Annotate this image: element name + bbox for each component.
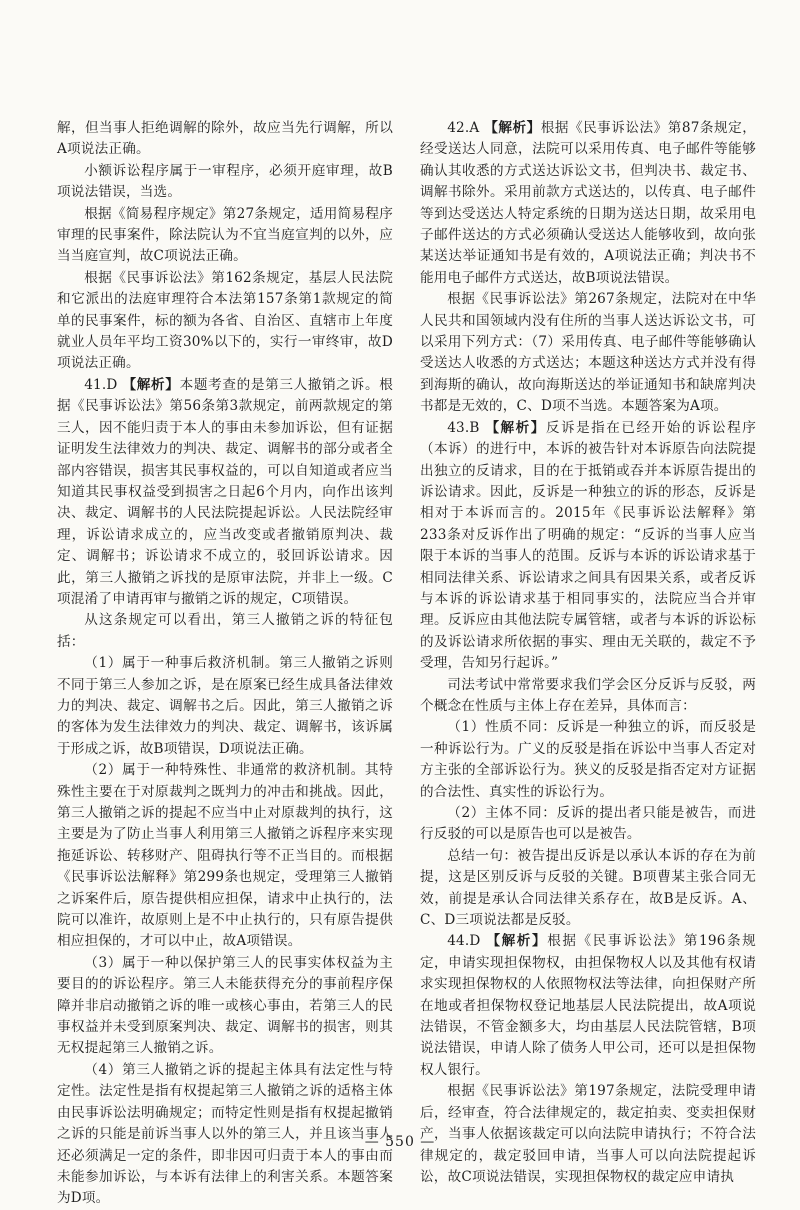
analysis-tag: 【解析】 <box>485 419 546 436</box>
paragraph-text: （4）第三人撤销之诉的提起主体具有法定性与特定性。法定性是指有权提起第三人撤销之诉的适格主体由民事诉讼法明确规定；而特定性则是指有权提起撤销之诉的只能是前诉当事人以外的第三人，并且该当事人还必须满足一定的条件，即非因可归责于本人的事由而未能参加诉讼，与本诉有法律上的利害关系。本题答案为D项。 <box>57 1061 393 1207</box>
paragraph <box>57 268 393 375</box>
paragraph-text: 根据《民事诉讼法》第196条规定，申请实现担保物权，由担保物权人以及其他有权请求实现担保物权的人依照物权法等法律，向担保财产所在地或者担保物权登记地基层人民法院提出，故A项说法错误，不管金额多大，均由基层人民法院管辖，B项说法错误，申请人除了债务人甲公司，还可以是担保物权人银行。 <box>420 933 756 1078</box>
question-number: 44.D <box>447 933 481 950</box>
paragraph <box>57 760 393 953</box>
paragraph-text: （2）主体不同：反诉的提出者只能是被告，而进行反驳的可以是原告也可以是被告。 <box>420 805 756 843</box>
question-number: 43.B <box>447 419 480 436</box>
left-column <box>57 118 393 1210</box>
paragraph-text: 从这条规定可以看出，第三人撤销之诉的特征包括： <box>57 612 393 650</box>
paragraph-text: 总结一句：被告提出反诉是以承认本诉的存在为前提，这是区别反诉与反驳的关键。B项曹某主张合同无效，前提是承认合同法律关系存在，故B是反诉。A、C、D三项说法都是反驳。 <box>420 847 756 929</box>
paragraph <box>57 653 393 760</box>
right-column <box>420 118 756 1188</box>
paragraph-text: 根据《民事诉讼法》第87条规定，经受送达人同意，法院可以采用传真、电子邮件等能够确认其收悉的方式送达诉讼文书，但判决书、裁定书、调解书除外。采用前款方式送达的，以传真、电子邮件等到达受送达人特定系统的日期为送达日期，故采用电子邮件送达的方式必须确认受送达人能够收到，故向张某送达举证通知书是有效的，A项说法正确；判决书不能用电子邮件方式送达，故B项说法错误。 <box>420 120 756 286</box>
paragraph-text: 根据《民事诉讼法》第267条规定，法院对在中华人民共和国领域内没有住所的当事人送达诉讼文书，可以采用下列方式：（7）采用传真、电子邮件等能够确认受送达人收悉的方式送达；本题这种送达方式并没有得到海斯的确认，故向海斯送达的举证通知书和缺席判决书都是无效的，C、D项不当选。本题答案为A项。 <box>420 291 756 415</box>
paragraph-text: （1）属于一种事后救济机制。第三人撤销之诉则不同于第三人参加之诉，是在原案已经生成具备法律效力的判决、裁定、调解书之后。因此，第三人撤销之诉的客体为发生法律效力的判决、裁定、调解书，该诉属于形成之诉，故B项错误，D项说法正确。 <box>57 655 393 757</box>
paragraph-text: 小额诉讼程序属于一审程序，必须开庭审理，故B项说法错误，当选。 <box>57 162 393 201</box>
paragraph-text: 解，但当事人拒绝调解的除外，故应当先行调解，所以A项说法正确。 <box>57 120 393 158</box>
paragraph <box>420 675 756 718</box>
paragraph-text: 根据《民事诉讼法》第197条规定，法院受理申请后，经审查，符合法律规定的，裁定拍卖、变卖担保财产，当事人依据该裁定可以向法院申请执行；不符合法律规定的，裁定驳回申请，当事人可以向法院提起诉讼，故C项说法错误，实现担保物权的裁定应申请执 <box>420 1083 756 1185</box>
paragraph <box>420 118 756 289</box>
paragraph-text: （1）性质不同：反诉是一种独立的诉，而反驳是一种诉讼行为。广义的反驳是指在诉讼中当事人否定对方主张的全部诉讼行为。狭义的反驳是指否定对方证据的合法性、真实性的诉讼行为。 <box>420 719 756 800</box>
paragraph <box>57 610 393 653</box>
paragraph <box>420 289 756 417</box>
paragraph <box>420 418 756 675</box>
paragraph-text: 反诉是指在已经开始的诉讼程序（本诉）的进行中，本诉的被告针对本诉原告向法院提出独立的反请求，目的在于抵销或吞并本诉原告提出的诉讼请求。因此，反诉是一种独立的诉的形态，反诉是相对于本诉而言的。2015年《民事诉讼法解释》第233条对反诉作出了明确的规定：“反诉的当事人应当限于本诉的当事人的范围。反诉与本诉的诉讼请求基于相同法律关系、诉讼请求之间具有因果关系，或者反诉与本诉的诉讼请求基于相同事实的，法院应当合并审理。反诉应由其他法院专属管辖，或者与本诉的诉讼标的及诉讼请求所依据的事实、理由无关联的，裁定不予受理，告知另行起诉。” <box>420 419 756 672</box>
paragraph-text: （3）属于一种以保护第三人的民事实体权益为主要目的的诉讼程序。第三人未能获得充分的事前程序保障并非启动撤销之诉的唯一或核心事由，若第三人的民事权益并未受到原案判决、裁定、调解书的损害，则其无权提起第三人撤销之诉。 <box>57 954 393 1057</box>
paragraph <box>57 161 393 204</box>
question-number: 42.A <box>447 120 480 136</box>
paragraph <box>420 717 756 803</box>
paragraph <box>420 803 756 846</box>
paragraph <box>57 204 393 268</box>
paragraph <box>57 118 393 161</box>
analysis-tag: 【解析】 <box>486 933 548 950</box>
paragraph-text: （2）属于一种特殊性、非通常的救济机制。其特殊性主要在于对原裁判之既判力的冲击和挑战。因此，第三人撤销之诉的提起不应当中止对原裁判的执行，这主要是为了防止当事人利用第三人撤销之诉程序来实现拖延诉讼、转移财产、阻碍执行等不正当目的。而根据《民事诉讼法解释》第299条也规定，受理第三人撤销之诉案件后，原告提供相应担保，请求中止执行的，法院可以准许，故原则上是不中止执行的，只有原告提供相应担保的，才可以中止，故A项错误。 <box>57 762 393 950</box>
paragraph <box>57 953 393 1060</box>
paragraph <box>420 846 756 932</box>
paragraph-text: 司法考试中常常要求我们学会区分反诉与反驳，两个概念在性质与主体上存在差异，具体而言： <box>420 676 756 714</box>
paragraph-text: 根据《简易程序规定》第27条规定，适用简易程序审理的民事案件，除法院认为不宜当庭宣判的以外，应当当庭宣判，故C项说法正确。 <box>57 205 393 265</box>
page-number: — 550 — <box>364 1134 436 1150</box>
paragraph <box>57 375 393 610</box>
question-number: 41.D <box>84 376 118 393</box>
analysis-tag: 【解析】 <box>122 376 180 393</box>
paragraph-text: 根据《民事诉讼法》第162条规定，基层人民法院和它派出的法庭审理符合本法第157条第1款规定的简单的民事案件，标的额为各省、自治区、直辖市上年度就业人员年平均工资30%以下的，实行一审终审，故D项说法正确。 <box>57 269 393 372</box>
paragraph <box>420 931 756 1081</box>
paragraph-text: 本题考查的是第三人撤销之诉。根据《民事诉讼法》第56条第3款规定，前两款规定的第三人，因不能归责于本人的事由未参加诉讼，但有证据证明发生法律效力的判决、裁定、调解书的部分或者全部内容错误，损害其民事权益的，可以自知道或者应当知道其民事权益受到损害之日起6个月内，向作出该判决、裁定、调解书的人民法院提起诉讼。人民法院经审理，诉讼请求成立的，应当改变或者撤销原判决、裁定、调解书；诉讼请求不成立的，驳回诉讼请求。因此，第三人撤销之诉找的是原审法院，并非上一级。C项混淆了申请再审与撤销之诉的规定，C项错误。 <box>57 376 393 607</box>
analysis-tag: 【解析】 <box>484 120 541 136</box>
